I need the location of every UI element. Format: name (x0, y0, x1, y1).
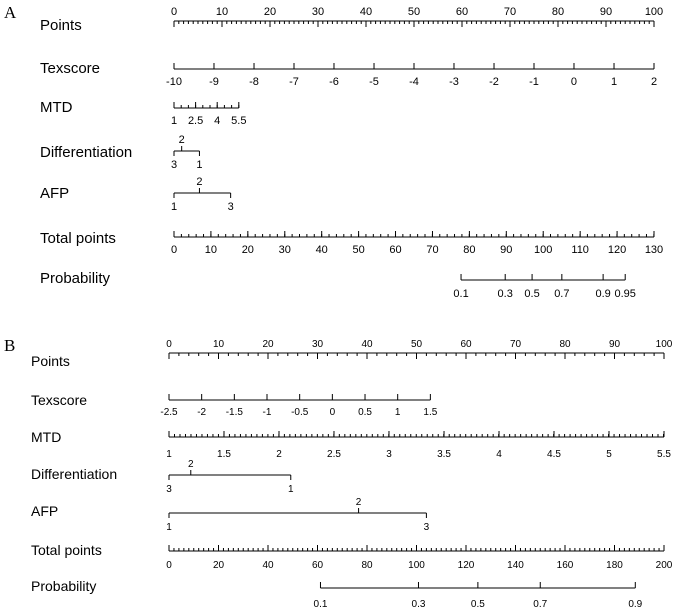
panel-b-points-tick-label: 40 (361, 339, 373, 350)
panel-a-total-points-label: Total points (40, 230, 116, 247)
panel-b-texscore-row (31, 392, 438, 418)
panel-b-total-points-tick-label: 180 (606, 560, 623, 571)
panel-b-afp-tick-label: 3 (423, 522, 430, 533)
panel-b-mtd-tick-label: 1.5 (217, 449, 231, 460)
panel-a-total-points-tick-label: 120 (607, 244, 627, 256)
panel-a-points-tick-label: 40 (359, 6, 373, 18)
panel-b-points-label: Points (31, 353, 70, 369)
panel-b-texscore-tick-label: 1.5 (423, 407, 438, 418)
panel-a-differentiation-label: Differentiation (40, 144, 133, 161)
panel-a-points-label: Points (40, 17, 82, 34)
panel-a-total-points-tick-label: 130 (644, 244, 664, 256)
panel-a-mtd-label: MTD (40, 99, 73, 116)
panel-b-probability-label: Probability (31, 578, 97, 594)
panel-b-points-tick-label: 0 (166, 339, 172, 350)
panel-b-total-points-tick-label: 60 (311, 560, 324, 571)
panel-b-afp-label: AFP (31, 503, 59, 519)
panel-b (4, 336, 673, 610)
panel-a-points-tick-label: 70 (503, 6, 517, 18)
panel-b-probability-tick-label: 0.3 (411, 599, 426, 610)
panel-a-probability-tick-label: 0.3 (497, 288, 513, 300)
panel-a-afp-tick-label: 3 (227, 201, 234, 213)
panel-b-total-points-tick-label: 80 (361, 560, 373, 571)
panel-b-differentiation-row (31, 459, 294, 495)
panel-b-differentiation-label: Differentiation (31, 466, 118, 482)
panel-b-points-tick-label: 20 (262, 339, 274, 350)
panel-a-points-tick-label: 0 (170, 6, 178, 18)
panel-a-texscore-tick-label: -7 (289, 76, 299, 88)
panel-b-points-tick-label: 80 (559, 339, 571, 350)
panel-b-differentiation-tick-label: 2 (187, 459, 194, 470)
panel-b-differentiation-tick-label: 1 (287, 484, 294, 495)
panel-b-mtd-tick-label: 3 (386, 449, 392, 460)
panel-a-total-points-tick-label: 70 (426, 244, 439, 256)
panel-a-total-points-tick-label: 100 (534, 244, 553, 256)
panel-b-texscore-tick-label: -2.5 (160, 407, 178, 418)
panel-a-texscore-tick-label: -8 (249, 76, 259, 88)
panel-a-differentiation-tick-label: 3 (170, 159, 178, 171)
panel-a-texscore-tick-label: 2 (650, 76, 658, 88)
panel-a-afp-tick-label: 2 (196, 176, 203, 188)
panel-a-texscore-tick-label: -6 (329, 76, 339, 88)
panel-b-mtd-row (31, 429, 671, 460)
panel-a-texscore-tick-label: -4 (409, 76, 419, 88)
panel-a-afp-tick-label: 1 (170, 201, 178, 213)
panel-a-texscore-tick-label: -5 (369, 76, 379, 88)
panel-b-afp-tick-label: 2 (355, 497, 362, 508)
panel-b-probability-tick-label: 0.1 (313, 599, 328, 610)
panel-b-points-tick-label: 70 (509, 339, 522, 350)
panel-b-afp-tick-label: 1 (166, 522, 172, 533)
panel-a-total-points-tick-label: 80 (463, 244, 476, 256)
panel-b-mtd-tick-label: 4.5 (547, 449, 561, 460)
panel-a-total-points-row (40, 230, 663, 256)
panel-b-points-tick-label: 100 (655, 339, 673, 350)
panel-a-total-points-tick-label: 30 (278, 244, 291, 256)
panel-a-points-tick-label: 50 (407, 6, 421, 18)
panel-b-texscore-label: Texscore (31, 392, 88, 408)
panel-a-mtd-row (40, 99, 246, 127)
panel-b-points-tick-label: 30 (311, 339, 324, 350)
panel-b-texscore-tick-label: 0.5 (358, 407, 372, 418)
panel-a-probability-label: Probability (40, 270, 111, 287)
panel-a-total-points-tick-label: 110 (571, 244, 589, 256)
panel-b-texscore-tick-label: -0.5 (291, 407, 309, 418)
panel-a-probability-tick-label: 0.7 (554, 288, 570, 300)
panel-b-mtd-tick-label: 5.5 (657, 449, 671, 460)
panel-b-texscore-tick-label: -1 (262, 407, 272, 418)
panel-b-texscore-tick-label: 1 (394, 407, 401, 418)
panel-b-mtd-tick-label: 2.5 (327, 449, 341, 460)
panel-b-total-points-label: Total points (31, 542, 102, 558)
panel-a-mtd-tick-label: 2.5 (187, 115, 204, 127)
panel-a-texscore-tick-label: -9 (209, 76, 219, 88)
panel-a-probability-row (40, 270, 636, 300)
panel-b-total-points-tick-label: 140 (507, 560, 524, 571)
panel-a-texscore-row (40, 60, 657, 88)
panel-b-probability-row (31, 578, 643, 610)
panel-a-differentiation-row (40, 134, 203, 171)
panel-a-texscore-tick-label: -1 (529, 76, 539, 88)
panel-a-texscore-tick-label: -2 (489, 76, 499, 88)
panel-a-points-tick-label: 10 (215, 6, 229, 18)
panel-a-probability-tick-label: 0.5 (524, 288, 540, 300)
panel-b-mtd-tick-label: 1 (166, 449, 172, 460)
panel-a-total-points-tick-label: 90 (500, 244, 513, 256)
panel-b-total-points-tick-label: 160 (556, 560, 574, 571)
panel-b-probability-tick-label: 0.7 (533, 599, 548, 610)
panel-b-total-points-tick-label: 40 (262, 560, 274, 571)
panel-b-points-tick-label: 10 (212, 339, 225, 350)
panel-b-total-points-tick-label: 200 (655, 560, 673, 571)
panel-a-texscore-label: Texscore (40, 60, 101, 77)
panel-a-total-points-tick-label: 10 (204, 244, 218, 256)
panel-a-texscore-tick-label: 0 (570, 76, 578, 88)
panel-a-points-tick-label: 90 (599, 6, 613, 18)
panel-b-texscore-tick-label: -1.5 (225, 407, 243, 418)
panel-b-points-tick-label: 90 (608, 339, 621, 350)
panel-a-probability-tick-label: 0.95 (614, 288, 636, 300)
panel-a-mtd-tick-label: 1 (170, 115, 178, 127)
panel-a-total-points-tick-label: 50 (352, 244, 365, 256)
panel-b-points-tick-label: 50 (410, 339, 423, 350)
panel-a (4, 3, 663, 300)
panel-b-mtd-tick-label: 3.5 (437, 449, 451, 460)
panel-a-differentiation-tick-label: 2 (178, 134, 185, 146)
panel-b-texscore-tick-label: 0 (329, 407, 336, 418)
panel-a-points-tick-label: 30 (311, 6, 325, 18)
panel-a-probability-tick-label: 0.1 (453, 288, 469, 300)
panel-a-total-points-tick-label: 20 (241, 244, 254, 256)
panel-b-total-points-tick-label: 0 (166, 560, 172, 571)
panel-a-points-tick-label: 80 (551, 6, 565, 18)
panel-b-total-points-row (31, 542, 673, 571)
panel-b-mtd-tick-label: 5 (606, 449, 612, 460)
panel-b-total-points-tick-label: 20 (212, 560, 225, 571)
panel-b-total-points-tick-label: 120 (457, 560, 475, 571)
panel-b-texscore-tick-label: -2 (197, 407, 207, 418)
panel-b-total-points-tick-label: 100 (408, 560, 425, 571)
panel-a-mtd-tick-label: 4 (214, 115, 221, 127)
panel-b-letter: B (4, 336, 16, 355)
panel-a-total-points-tick-label: 60 (389, 244, 402, 256)
panel-b-points-row (31, 339, 673, 369)
panel-a-afp-row (40, 176, 234, 213)
panel-b-mtd-label: MTD (31, 429, 62, 445)
panel-b-probability-tick-label: 0.9 (628, 599, 643, 610)
panel-b-differentiation-tick-label: 3 (166, 484, 172, 495)
panel-a-texscore-tick-label: 1 (610, 76, 618, 88)
panel-a-texscore-tick-label: -3 (449, 76, 459, 88)
panel-b-points-tick-label: 60 (460, 339, 472, 350)
panel-b-probability-tick-label: 0.5 (470, 599, 485, 610)
panel-b-mtd-tick-label: 4 (496, 449, 502, 460)
panel-b-mtd-tick-label: 2 (276, 449, 282, 460)
panel-a-letter: A (4, 3, 17, 22)
panel-a-points-row (40, 6, 663, 34)
panel-a-differentiation-tick-label: 1 (196, 159, 203, 171)
panel-a-texscore-tick-label: -10 (166, 76, 182, 88)
panel-a-points-tick-label: 60 (455, 6, 469, 18)
panel-a-probability-tick-label: 0.9 (595, 288, 611, 300)
panel-a-points-tick-label: 100 (644, 6, 664, 18)
panel-a-afp-label: AFP (40, 185, 70, 202)
panel-a-points-tick-label: 20 (263, 6, 277, 18)
panel-b-afp-row (31, 497, 430, 533)
panel-a-mtd-tick-label: 5.5 (231, 115, 247, 127)
panel-a-total-points-tick-label: 40 (315, 244, 328, 256)
panel-a-total-points-tick-label: 0 (170, 244, 178, 256)
